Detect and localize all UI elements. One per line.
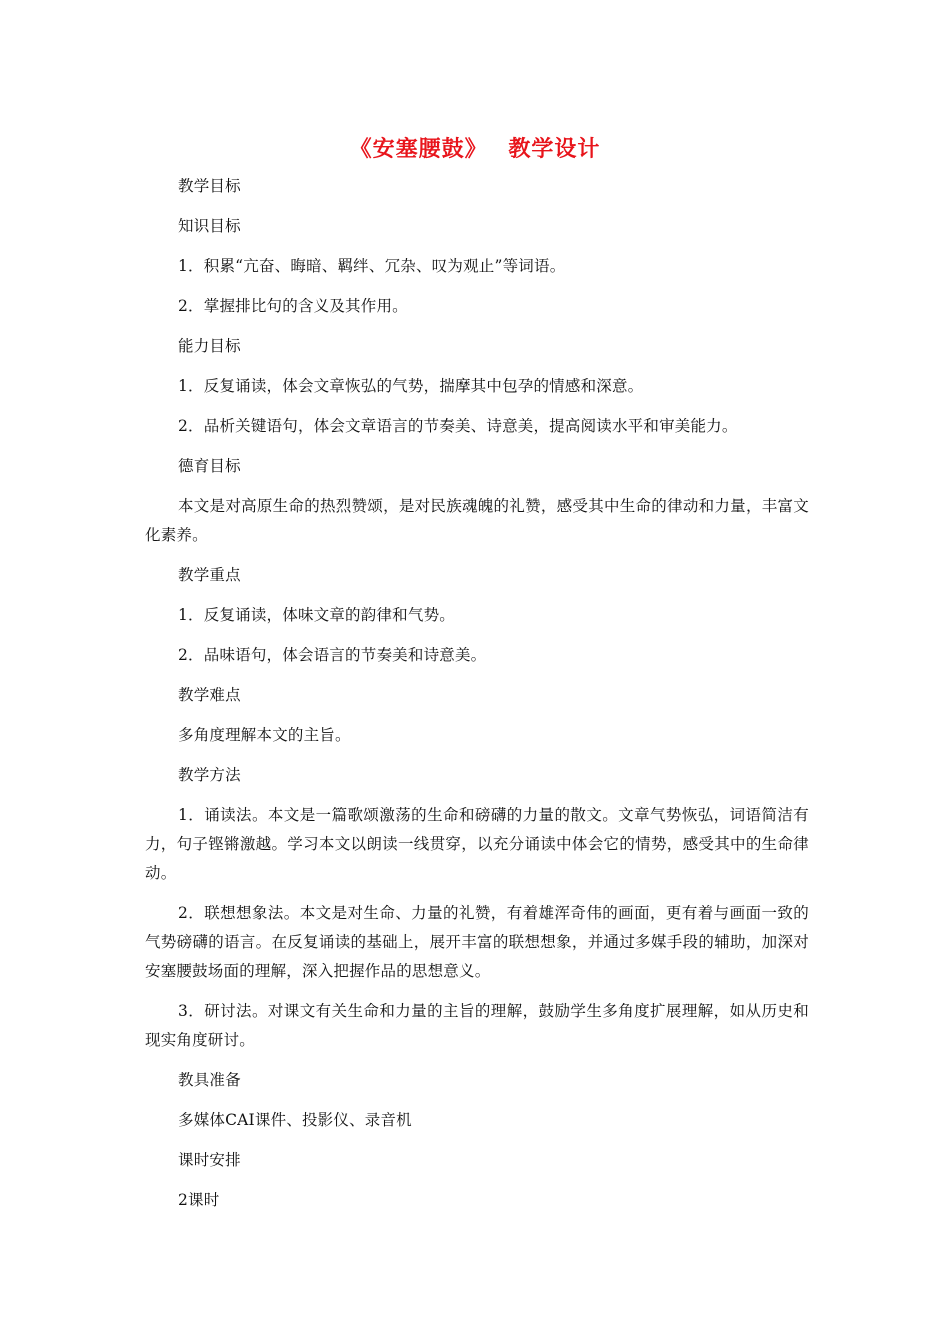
method-2: 2．联想想象法。本文是对生命、力量的礼赞，有着雄浑奇伟的画面，更有着与画面一致的气势磅礴的语言。在反复诵读的基础上，展开丰富的联想想象，并通过多媒手段的辅助，加深对安塞腰鼓场面的理解，深入把握作品的思想意义。 [145, 903, 809, 980]
section-heading-materials: 教具准备 [178, 1070, 241, 1089]
subheading-moral-goals: 德育目标 [178, 456, 241, 475]
subheading-knowledge-goals: 知识目标 [178, 216, 241, 235]
moral-goal-text: 本文是对高原生命的热烈赞颂，是对民族魂魄的礼赞，感受其中生命的律动和力量，丰富文化素养。 [145, 496, 809, 544]
section-heading-key-points: 教学重点 [178, 565, 241, 584]
knowledge-goal-2: 2．掌握排比句的含义及其作用。 [178, 296, 408, 315]
method-1: 1．诵读法。本文是一篇歌颂激荡的生命和磅礴的力量的散文。文章气势恢弘，词语简洁有力，句子铿锵激越。学习本文以朗读一线贯穿，以充分诵读中体会它的情势，感受其中的生命律动。 [145, 805, 809, 882]
method-3: 3．研讨法。对课文有关生命和力量的主旨的理解，鼓励学生多角度扩展理解，如从历史和现实角度研讨。 [145, 1001, 809, 1049]
document-body [145, 166, 809, 1220]
ability-goal-1: 1．反复诵读，体会文章恢弘的气势，揣摩其中包孕的情感和深意。 [178, 376, 644, 395]
difficulty-text: 多角度理解本文的主旨。 [178, 725, 351, 744]
schedule-text: 2课时 [178, 1190, 220, 1209]
materials-text: 多媒体CAI课件、投影仪、录音机 [178, 1110, 412, 1129]
ability-goal-2: 2．品析关键语句，体会文章语言的节奏美、诗意美，提高阅读水平和审美能力。 [178, 416, 738, 435]
knowledge-goal-1: 1．积累“亢奋、晦暗、羁绊、冗杂、叹为观止”等词语。 [178, 256, 566, 275]
key-point-2: 2．品味语句，体会语言的节奏美和诗意美。 [178, 645, 487, 664]
key-point-1: 1．反复诵读，体味文章的韵律和气势。 [178, 605, 455, 624]
section-heading-schedule: 课时安排 [178, 1150, 241, 1169]
subheading-ability-goals: 能力目标 [178, 336, 241, 355]
section-heading-teaching-goals: 教学目标 [178, 176, 241, 195]
document-title: 《安塞腰鼓》 教学设计 [349, 136, 601, 162]
section-heading-methods: 教学方法 [178, 765, 241, 784]
section-heading-difficulties: 教学难点 [178, 685, 241, 704]
